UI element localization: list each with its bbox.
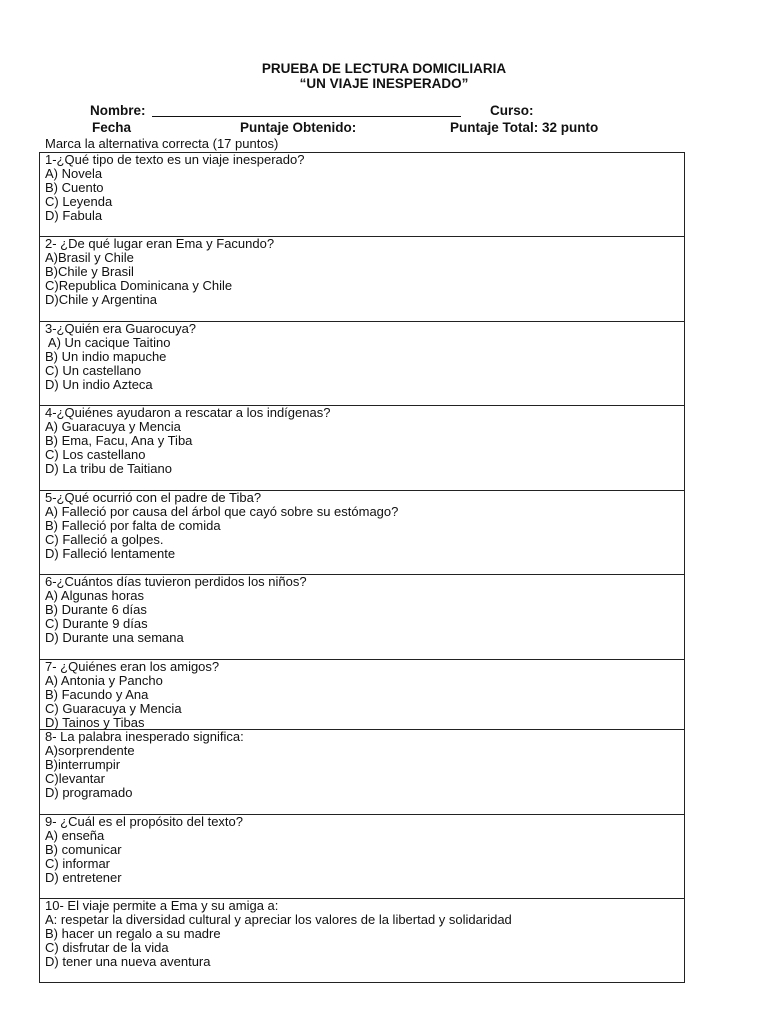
option-b[interactable]: B) comunicar xyxy=(45,842,122,858)
question-text: 5-¿Qué ocurrió con el padre de Tiba? xyxy=(45,490,262,505)
option-a[interactable]: A) Novela xyxy=(45,166,103,182)
nombre-label: Nombre: xyxy=(90,103,146,118)
option-d[interactable]: D) La tribu de Taitiano xyxy=(45,461,172,477)
option-b[interactable]: B) Durante 6 días xyxy=(45,602,147,618)
question-block-2 xyxy=(39,236,685,321)
question-block-7 xyxy=(39,659,685,729)
option-d[interactable]: D) Durante una semana xyxy=(45,630,184,646)
fecha-label: Fecha xyxy=(92,120,132,135)
option-c[interactable]: C) Leyenda xyxy=(45,194,113,210)
question-block-9 xyxy=(39,814,685,898)
option-a[interactable]: A) Algunas horas xyxy=(45,588,145,604)
question-text: 1-¿Qué tipo de texto es un viaje inesperado? xyxy=(45,152,305,167)
question-block-5 xyxy=(39,490,685,574)
question-text: 2- ¿De qué lugar eran Ema y Facundo? xyxy=(45,236,275,251)
option-a[interactable]: A) Falleció por causa del árbol que cayó sobre su estómago? xyxy=(45,504,399,520)
option-d[interactable]: D) Un indio Azteca xyxy=(45,377,153,393)
option-a[interactable]: A) Guaracuya y Mencia xyxy=(45,419,181,435)
option-c[interactable]: C) Durante 9 días xyxy=(45,616,148,632)
question-block-10 xyxy=(39,898,685,983)
option-c[interactable]: C) Guaracuya y Mencia xyxy=(45,701,182,717)
option-a[interactable]: A) Un cacique Taitino xyxy=(45,335,171,351)
option-d[interactable]: D) Falleció lentamente xyxy=(45,546,176,562)
test-title: PRUEBA DE LECTURA DOMICILIARIA xyxy=(261,61,507,76)
question-block-3 xyxy=(39,321,685,405)
puntaje-obtenido-label: Puntaje Obtenido: xyxy=(240,120,357,135)
option-b[interactable]: B) Facundo y Ana xyxy=(45,687,149,703)
option-a[interactable]: A) Antonia y Pancho xyxy=(45,673,163,689)
question-text: 9- ¿Cuál es el propósito del texto? xyxy=(45,814,243,829)
curso-label: Curso: xyxy=(490,103,534,118)
option-c[interactable]: C) Los castellano xyxy=(45,447,146,463)
option-d[interactable]: D) tener una nueva aventura xyxy=(45,954,211,970)
option-c[interactable]: C) Un castellano xyxy=(45,363,142,379)
question-text: 7- ¿Quiénes eran los amigos? xyxy=(45,659,220,674)
option-b[interactable]: B)Chile y Brasil xyxy=(45,264,134,280)
option-c[interactable]: C) Falleció a golpes. xyxy=(45,532,164,548)
option-d[interactable]: D)Chile y Argentina xyxy=(45,292,157,308)
option-d[interactable]: D) Tainos y Tibas xyxy=(45,715,145,731)
question-block-6 xyxy=(39,574,685,659)
question-text: 8- La palabra inesperado significa: xyxy=(45,729,244,744)
story-title: “UN VIAJE INESPERADO” xyxy=(299,76,469,91)
option-a[interactable]: A) enseña xyxy=(45,828,105,844)
option-b[interactable]: B) Cuento xyxy=(45,180,104,196)
option-d[interactable]: D) programado xyxy=(45,785,133,801)
instructions: Marca la alternativa correcta (17 puntos) xyxy=(45,136,279,151)
option-b[interactable]: B) Un indio mapuche xyxy=(45,349,167,365)
question-text: 6-¿Cuántos días tuvieron perdidos los niños? xyxy=(45,574,307,589)
option-b[interactable]: B) Ema, Facu, Ana y Tiba xyxy=(45,433,193,449)
nombre-blank-line[interactable] xyxy=(152,116,461,117)
question-text: 10- El viaje permite a Ema y su amiga a: xyxy=(45,898,279,913)
question-block-4 xyxy=(39,405,685,490)
option-b[interactable]: B)interrumpir xyxy=(45,757,121,773)
option-b[interactable]: B) Falleció por falta de comida xyxy=(45,518,221,534)
question-block-8 xyxy=(39,729,685,814)
option-c[interactable]: C)levantar xyxy=(45,771,105,787)
option-a[interactable]: A)Brasil y Chile xyxy=(45,250,134,266)
question-text: 4-¿Quiénes ayudaron a rescatar a los indígenas? xyxy=(45,405,331,420)
question-text: 3-¿Quién era Guarocuya? xyxy=(45,321,197,336)
option-a[interactable]: A)sorprendente xyxy=(45,743,135,759)
option-c[interactable]: C) disfrutar de la vida xyxy=(45,940,169,956)
option-b[interactable]: B) hacer un regalo a su madre xyxy=(45,926,221,942)
option-c[interactable]: C) informar xyxy=(45,856,111,872)
option-d[interactable]: D) Fabula xyxy=(45,208,103,224)
option-d[interactable]: D) entretener xyxy=(45,870,122,886)
option-c[interactable]: C)Republica Dominicana y Chile xyxy=(45,278,233,294)
option-a[interactable]: A: respetar la diversidad cultural y apreciar los valores de la libertad y solidaridad xyxy=(45,912,512,928)
puntaje-total-label: Puntaje Total: 32 punto xyxy=(450,120,599,135)
question-block-1 xyxy=(39,152,685,236)
